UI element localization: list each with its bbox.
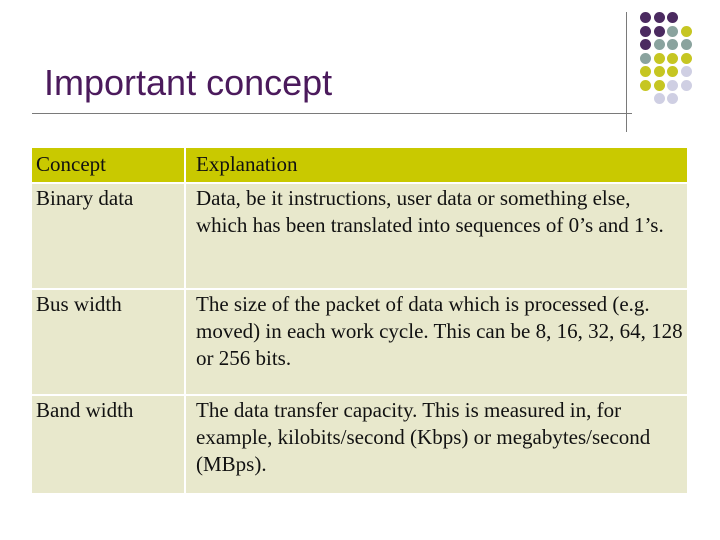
concept-table [32, 148, 687, 493]
explanation-cell: The data transfer capacity. This is measured in, for example, kilobits/second (Kbps) or megabytes/second (MBps). [185, 395, 687, 493]
concept-cell: Binary data [32, 183, 185, 289]
decorative-dot [681, 39, 692, 50]
decorative-dot [640, 53, 651, 64]
decorative-dot [667, 39, 678, 50]
table-header-row [32, 148, 687, 183]
decorative-dot [681, 80, 692, 91]
decorative-dot [654, 66, 665, 77]
decorative-dot [640, 39, 651, 50]
decorative-dot [640, 26, 651, 37]
decorative-vertical-line [626, 12, 627, 132]
decorative-dot [681, 53, 692, 64]
decorative-dot [654, 26, 665, 37]
decorative-dot [681, 66, 692, 77]
decorative-dot [654, 53, 665, 64]
decorative-dot [654, 12, 665, 23]
decorative-dot [667, 26, 678, 37]
decorative-dot [681, 26, 692, 37]
table-row [32, 289, 687, 395]
decorative-dot [667, 53, 678, 64]
header-concept: Concept [32, 148, 185, 183]
title-underline [32, 113, 632, 114]
decorative-dot [654, 93, 665, 104]
concept-cell: Band width [32, 395, 185, 493]
decorative-dot [667, 93, 678, 104]
table-row [32, 395, 687, 493]
decorative-dot [667, 80, 678, 91]
decorative-dot [654, 80, 665, 91]
slide-title: Important concept [44, 62, 333, 103]
decorative-dot [640, 12, 651, 23]
explanation-cell: Data, be it instructions, user data or something else, which has been translated into sequences of 0’s and 1’s. [185, 183, 687, 289]
table-row [32, 183, 687, 289]
decorative-dot [667, 66, 678, 77]
decorative-dot [640, 80, 651, 91]
decorative-dot [667, 12, 678, 23]
decorative-dot [654, 39, 665, 50]
concept-cell: Bus width [32, 289, 185, 395]
header-explanation: Explanation [185, 148, 687, 183]
decorative-dot [640, 66, 651, 77]
explanation-cell: The size of the packet of data which is processed (e.g. moved) in each work cycle. This can be 8, 16, 32, 64, 128 or 256 bits. [185, 289, 687, 395]
